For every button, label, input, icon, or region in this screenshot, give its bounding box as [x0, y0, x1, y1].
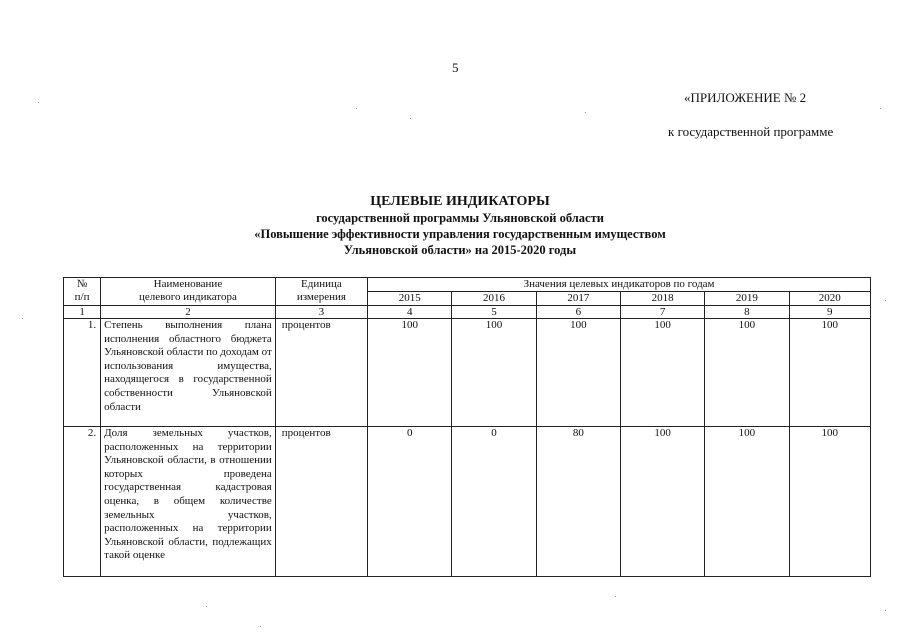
scan-speck — [356, 108, 357, 109]
indicator-name: Степень выполнения плана исполнения областного бюджета Ульяновской области по доходам от использования имущества, находящегося в государственной собственности Ульяновской области — [101, 319, 276, 427]
header-year: 2017 — [536, 292, 620, 306]
document-heading — [160, 194, 760, 258]
indicator-value: 100 — [789, 319, 870, 427]
header-values-group: Значения целевых индикаторов по годам — [368, 278, 871, 292]
appendix-title: «ПРИЛОЖЕНИЕ № 2 — [684, 90, 807, 105]
header-year: 2019 — [705, 292, 789, 306]
column-number: 5 — [452, 306, 536, 319]
heading-line-4: Ульяновской области» на 2015-2020 годы — [343, 243, 577, 257]
column-number: 8 — [705, 306, 789, 319]
heading-line-1: ЦЕЛЕВЫЕ ИНДИКАТОРЫ — [370, 194, 550, 209]
scan-speck — [38, 102, 39, 103]
scan-speck — [880, 108, 881, 109]
column-number: 6 — [536, 306, 620, 319]
column-number: 3 — [275, 306, 367, 319]
header-unit: Единица измерения — [275, 278, 367, 306]
column-number: 7 — [620, 306, 704, 319]
column-number: 2 — [101, 306, 276, 319]
indicator-value: 100 — [705, 427, 789, 577]
indicator-value: 100 — [368, 319, 452, 427]
scan-speck — [585, 112, 586, 113]
indicator-value: 100 — [620, 427, 704, 577]
indicator-value: 100 — [789, 427, 870, 577]
indicator-unit: процентов — [275, 427, 367, 577]
header-year: 2020 — [789, 292, 870, 306]
indicator-value: 100 — [705, 319, 789, 427]
indicators-table — [63, 277, 871, 577]
header-name: Наименование целевого индикатора — [101, 278, 276, 306]
indicator-value: 0 — [368, 427, 452, 577]
scan-speck — [260, 626, 261, 627]
header-number: № п/п — [64, 278, 101, 306]
scan-speck — [885, 300, 886, 301]
heading-line-2: государственной программы Ульяновской области — [316, 211, 604, 225]
header-year: 2015 — [368, 292, 452, 306]
header-year: 2016 — [452, 292, 536, 306]
page-number: 5 — [452, 60, 459, 75]
indicator-value: 100 — [620, 319, 704, 427]
appendix-subtitle: к государственной программе — [668, 124, 834, 139]
column-number-row — [64, 306, 871, 319]
table-row — [64, 427, 871, 577]
scan-speck — [410, 118, 411, 119]
indicator-value: 100 — [536, 319, 620, 427]
column-number: 4 — [368, 306, 452, 319]
indicator-value: 0 — [452, 427, 536, 577]
row-number: 1. — [64, 319, 101, 427]
scan-speck — [206, 606, 207, 607]
header-year: 2018 — [620, 292, 704, 306]
indicator-name: Доля земельных участков, расположенных на территории Ульяновской области, в отношении которых проведена государственная кадастровая оценка, в общем количестве земельных участков, расположенных на территории Ульяновской области, подлежащих такой оценке — [101, 427, 276, 577]
scan-speck — [22, 318, 23, 319]
column-number: 9 — [789, 306, 870, 319]
indicator-value: 80 — [536, 427, 620, 577]
indicator-unit: процентов — [275, 319, 367, 427]
table-row — [64, 319, 871, 427]
scan-speck — [615, 596, 616, 597]
heading-line-3: «Повышение эффективности управления государственным имуществом — [254, 227, 666, 241]
column-number: 1 — [64, 306, 101, 319]
indicator-value: 100 — [452, 319, 536, 427]
scan-speck — [885, 610, 886, 611]
row-number: 2. — [64, 427, 101, 577]
